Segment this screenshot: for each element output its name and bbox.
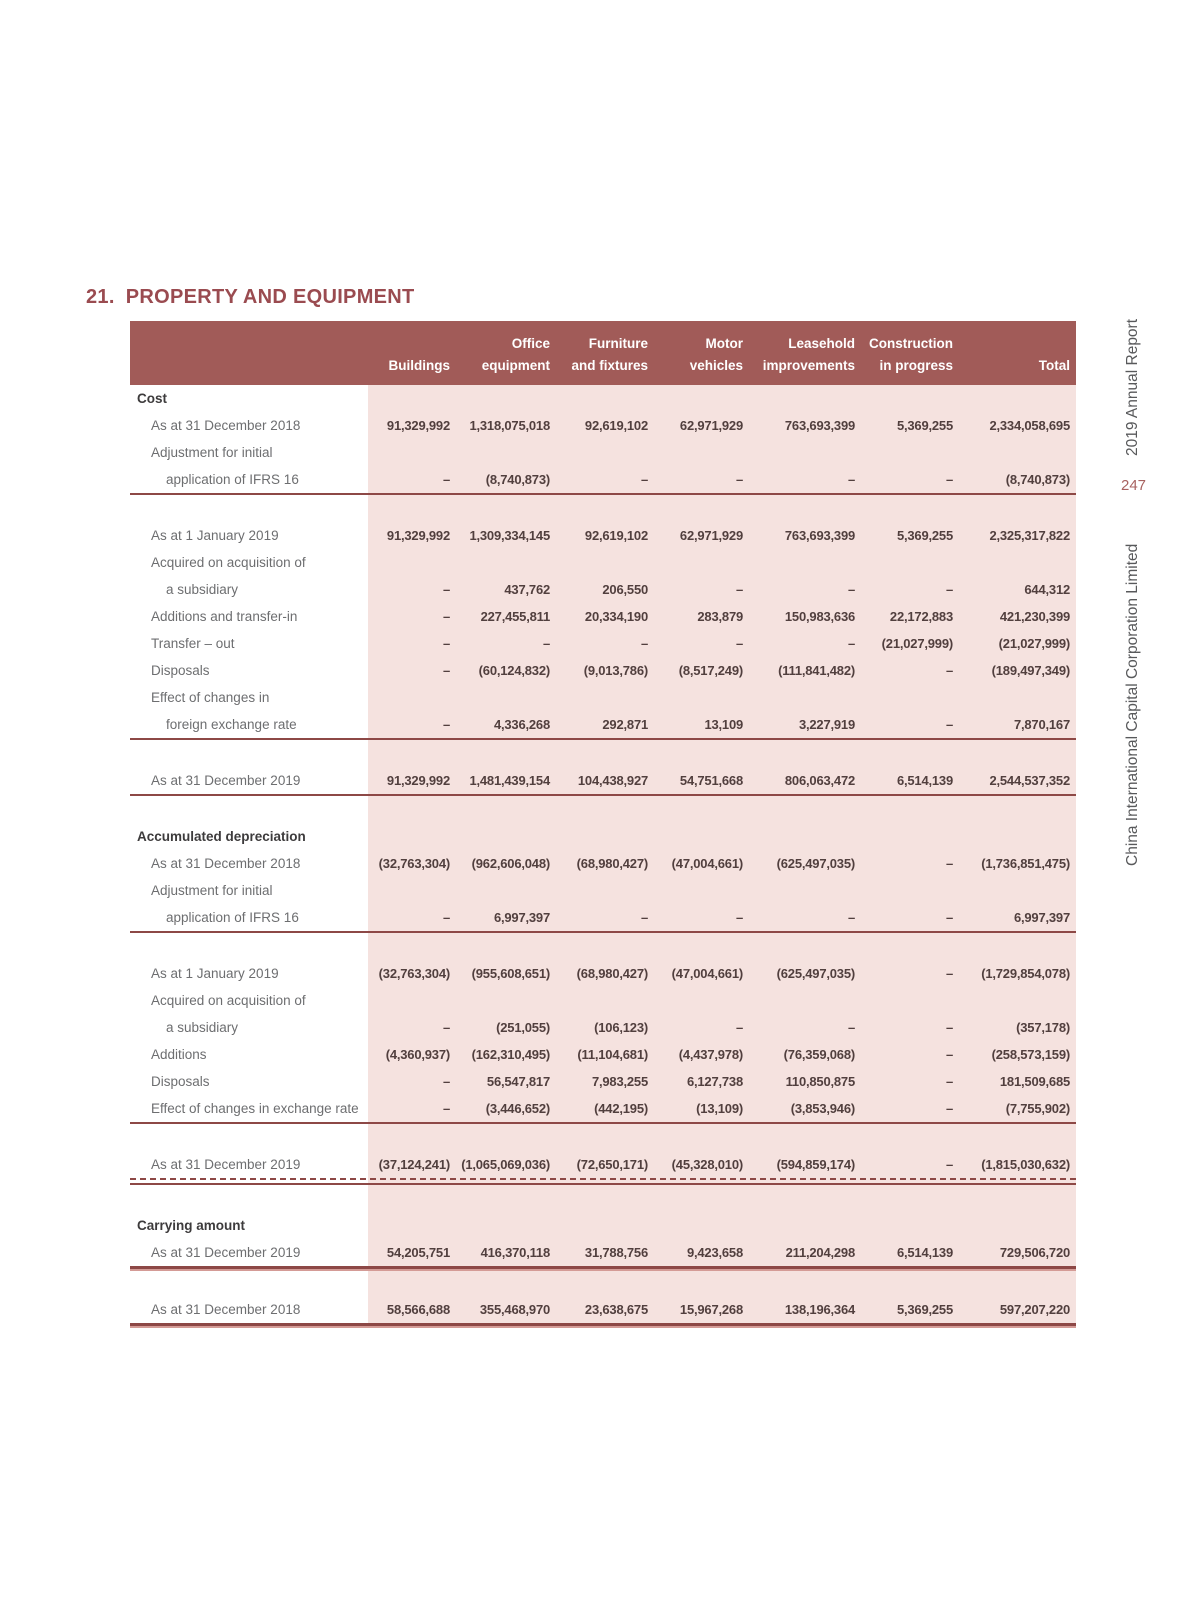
value-cell: 437,762 — [504, 582, 550, 597]
section-title-text: PROPERTY AND EQUIPMENT — [125, 286, 415, 308]
value-cell: (3,446,652) — [485, 1101, 550, 1116]
value-cell: – — [735, 910, 743, 925]
header-line1: Leasehold — [788, 336, 855, 351]
value-cell — [556, 439, 654, 466]
value-cell: (962,606,048) — [471, 856, 550, 871]
property-equipment-table-wrap — [130, 321, 1076, 1326]
value-cell: – — [945, 472, 953, 487]
value-cell — [556, 823, 654, 850]
spacer-row — [130, 740, 1076, 767]
header-line2: Buildings — [388, 358, 450, 373]
value-cell — [456, 549, 556, 576]
value-cell — [749, 877, 861, 904]
row-label: Acquired on acquisition of — [151, 993, 306, 1008]
table-row — [130, 385, 1076, 412]
table-row — [130, 522, 1076, 549]
spacer-row — [130, 933, 1076, 960]
row-label: application of IFRS 16 — [166, 472, 299, 487]
value-cell: (37,124,241) — [378, 1157, 450, 1172]
value-cell — [959, 684, 1076, 711]
header-line2: and fixtures — [571, 358, 648, 373]
value-cell: – — [945, 1047, 953, 1062]
value-cell: 763,693,399 — [784, 528, 855, 543]
value-cell — [861, 684, 959, 711]
value-cell: 13,109 — [704, 717, 743, 732]
value-cell: (4,360,937) — [385, 1047, 450, 1062]
value-cell: 2,325,317,822 — [989, 528, 1070, 543]
value-cell: (47,004,661) — [671, 856, 743, 871]
value-cell: 91,329,992 — [386, 528, 450, 543]
value-cell — [959, 823, 1076, 850]
value-cell: 6,997,397 — [493, 910, 550, 925]
value-cell: 92,619,102 — [584, 418, 648, 433]
value-cell — [456, 877, 556, 904]
value-cell: – — [847, 910, 855, 925]
row-label: Transfer – out — [151, 636, 235, 651]
header-line2: vehicles — [689, 358, 743, 373]
value-cell — [749, 385, 861, 412]
value-cell — [654, 823, 749, 850]
value-cell: 5,369,255 — [896, 1302, 953, 1317]
value-cell — [456, 385, 556, 412]
value-cell: – — [640, 472, 648, 487]
table-row — [130, 439, 1076, 466]
value-cell — [861, 987, 959, 1014]
value-cell: – — [735, 582, 743, 597]
header-cell — [959, 321, 1076, 385]
value-cell: – — [945, 1020, 953, 1035]
table-row — [130, 466, 1076, 493]
row-label: As at 31 December 2018 — [151, 856, 301, 871]
table-row — [130, 684, 1076, 711]
value-cell — [749, 439, 861, 466]
value-cell: – — [442, 910, 450, 925]
value-cell — [749, 1212, 861, 1239]
value-cell: 763,693,399 — [784, 418, 855, 433]
value-cell: – — [945, 910, 953, 925]
row-label: application of IFRS 16 — [166, 910, 299, 925]
value-cell: 292,871 — [602, 717, 648, 732]
row-label: As at 1 January 2019 — [151, 528, 279, 543]
value-cell: – — [945, 1157, 953, 1172]
value-cell — [368, 439, 456, 466]
spacer-row — [130, 1185, 1076, 1212]
value-cell: 5,369,255 — [896, 528, 953, 543]
value-cell: 62,971,929 — [679, 528, 743, 543]
value-cell: 92,619,102 — [584, 528, 648, 543]
row-label: Acquired on acquisition of — [151, 555, 306, 570]
table-row — [130, 823, 1076, 850]
value-cell — [368, 823, 456, 850]
spacer-row — [130, 1124, 1076, 1151]
row-label: Disposals — [151, 1074, 210, 1089]
table-row — [130, 987, 1076, 1014]
spacer-row — [130, 1269, 1076, 1296]
rule-dashed — [130, 1178, 1076, 1185]
header-line1: Office — [511, 336, 550, 351]
value-cell: (1,729,854,078) — [981, 966, 1070, 981]
value-cell: 31,788,756 — [584, 1245, 648, 1260]
value-cell: – — [945, 1101, 953, 1116]
header-line2: equipment — [481, 358, 550, 373]
value-cell: 6,127,738 — [686, 1074, 743, 1089]
value-cell: – — [945, 966, 953, 981]
value-cell: – — [442, 582, 450, 597]
value-cell: (72,650,171) — [576, 1157, 648, 1172]
value-cell: – — [542, 636, 550, 651]
section-number: 21. — [86, 286, 115, 308]
value-cell: 150,983,636 — [784, 609, 855, 624]
value-cell: 1,318,075,018 — [469, 418, 550, 433]
value-cell: 54,751,668 — [679, 773, 743, 788]
value-cell: (76,359,068) — [783, 1047, 855, 1062]
table-row — [130, 576, 1076, 603]
value-cell: 104,438,927 — [577, 773, 648, 788]
row-label: foreign exchange rate — [166, 717, 297, 732]
row-label: As at 1 January 2019 — [151, 966, 279, 981]
table-row — [130, 657, 1076, 684]
table-row — [130, 1068, 1076, 1095]
value-cell: – — [442, 1074, 450, 1089]
table-row — [130, 549, 1076, 576]
value-cell: (8,740,873) — [485, 472, 550, 487]
table-row — [130, 1151, 1076, 1178]
value-cell — [861, 549, 959, 576]
value-cell — [456, 987, 556, 1014]
value-cell: – — [847, 1020, 855, 1035]
value-cell: 6,514,139 — [896, 1245, 953, 1260]
value-cell: – — [945, 663, 953, 678]
value-cell — [556, 877, 654, 904]
value-cell — [861, 1212, 959, 1239]
value-cell — [456, 684, 556, 711]
value-cell: (60,124,832) — [478, 663, 550, 678]
value-cell: (21,027,999) — [998, 636, 1070, 651]
value-cell: 283,879 — [697, 609, 743, 624]
value-cell: – — [735, 472, 743, 487]
value-cell: 91,329,992 — [386, 418, 450, 433]
value-cell: – — [442, 1101, 450, 1116]
value-cell: (625,497,035) — [776, 856, 855, 871]
header-cell — [861, 321, 959, 385]
value-cell — [654, 439, 749, 466]
row-label: Effect of changes in exchange rate — [151, 1101, 359, 1116]
row-label: Additions and transfer-in — [151, 609, 298, 624]
header-cell — [456, 321, 556, 385]
value-cell: 58,566,688 — [386, 1302, 450, 1317]
value-cell — [368, 385, 456, 412]
value-cell — [861, 439, 959, 466]
table-row — [130, 1095, 1076, 1122]
table-row — [130, 877, 1076, 904]
value-cell: 22,172,883 — [889, 609, 953, 624]
value-cell — [959, 877, 1076, 904]
row-label: As at 31 December 2019 — [151, 1245, 301, 1260]
table-header — [130, 321, 1076, 385]
value-cell — [556, 987, 654, 1014]
header-line2: improvements — [762, 358, 855, 373]
value-cell: – — [945, 1074, 953, 1089]
value-cell: 23,638,675 — [584, 1302, 648, 1317]
value-cell: (258,573,159) — [991, 1047, 1070, 1062]
value-cell: – — [945, 717, 953, 732]
value-cell: – — [735, 1020, 743, 1035]
value-cell — [368, 877, 456, 904]
value-cell: 181,509,685 — [999, 1074, 1070, 1089]
section-title — [86, 286, 415, 309]
row-label: Adjustment for initial — [151, 883, 273, 898]
value-cell — [556, 385, 654, 412]
value-cell: 2,544,537,352 — [989, 773, 1070, 788]
value-cell: 3,227,919 — [798, 717, 855, 732]
table-row — [130, 1041, 1076, 1068]
value-cell: – — [945, 582, 953, 597]
value-cell: – — [442, 636, 450, 651]
value-cell — [654, 987, 749, 1014]
sidebar-report-title: 2019 Annual Report — [1124, 318, 1141, 456]
value-cell — [959, 385, 1076, 412]
row-label: Carrying amount — [137, 1218, 246, 1233]
value-cell: (162,310,495) — [471, 1047, 550, 1062]
rule-row — [130, 1178, 1076, 1185]
value-cell — [959, 1212, 1076, 1239]
value-cell: (111,841,482) — [778, 663, 855, 678]
value-cell: (32,763,304) — [378, 856, 450, 871]
value-cell: (9,013,786) — [583, 663, 648, 678]
value-cell — [861, 877, 959, 904]
value-cell — [368, 684, 456, 711]
row-label: Effect of changes in — [151, 690, 270, 705]
table-row — [130, 1296, 1076, 1323]
value-cell: (955,608,651) — [471, 966, 550, 981]
value-cell: 421,230,399 — [999, 609, 1070, 624]
value-cell: (357,178) — [1016, 1020, 1070, 1035]
value-cell: – — [847, 472, 855, 487]
value-cell: 6,514,139 — [896, 773, 953, 788]
value-cell: (32,763,304) — [378, 966, 450, 981]
value-cell: (625,497,035) — [776, 966, 855, 981]
value-cell: (8,740,873) — [1005, 472, 1070, 487]
value-cell: (251,055) — [496, 1020, 550, 1035]
row-label: As at 31 December 2018 — [151, 418, 301, 433]
value-cell: 138,196,364 — [784, 1302, 855, 1317]
value-cell — [368, 987, 456, 1014]
value-cell: 54,205,751 — [386, 1245, 450, 1260]
value-cell: (106,123) — [594, 1020, 648, 1035]
row-label: Additions — [151, 1047, 207, 1062]
table-row — [130, 1014, 1076, 1041]
value-cell: 9,423,658 — [686, 1245, 743, 1260]
value-cell: (442,195) — [594, 1101, 648, 1116]
table-row — [130, 1239, 1076, 1266]
value-cell: (3,853,946) — [790, 1101, 855, 1116]
value-cell: – — [442, 472, 450, 487]
rule-row — [130, 1323, 1076, 1326]
value-cell: (4,437,978) — [678, 1047, 743, 1062]
table-row — [130, 850, 1076, 877]
value-cell: 5,369,255 — [896, 418, 953, 433]
value-cell — [749, 549, 861, 576]
value-cell — [861, 823, 959, 850]
row-label: a subsidiary — [166, 1020, 239, 1035]
value-cell: (189,497,349) — [991, 663, 1070, 678]
value-cell: (68,980,427) — [576, 966, 648, 981]
value-cell: 15,967,268 — [679, 1302, 743, 1317]
value-cell: – — [847, 636, 855, 651]
header-line1: Construction — [869, 336, 953, 351]
row-label: Disposals — [151, 663, 210, 678]
value-cell: 211,204,298 — [785, 1245, 855, 1260]
value-cell: 7,983,255 — [591, 1074, 648, 1089]
value-cell — [556, 684, 654, 711]
value-cell: 416,370,118 — [480, 1245, 550, 1260]
value-cell: (1,736,851,475) — [981, 856, 1070, 871]
value-cell: (21,027,999) — [881, 636, 953, 651]
row-label: Adjustment for initial — [151, 445, 273, 460]
table-row — [130, 960, 1076, 987]
header-line1: Furniture — [588, 336, 648, 351]
table-row — [130, 1212, 1076, 1239]
row-label: As at 31 December 2019 — [151, 773, 301, 788]
value-cell — [556, 1212, 654, 1239]
value-cell — [368, 1212, 456, 1239]
value-cell: (7,755,902) — [1005, 1101, 1070, 1116]
value-cell: 1,309,334,145 — [469, 528, 550, 543]
sidebar-company-name: China International Capital Corporation Limited — [1124, 543, 1141, 866]
value-cell — [861, 385, 959, 412]
value-cell: (68,980,427) — [576, 856, 648, 871]
table-row — [130, 603, 1076, 630]
rule-double — [130, 1323, 1076, 1326]
table-row — [130, 904, 1076, 931]
row-label: As at 31 December 2018 — [151, 1302, 301, 1317]
row-label: As at 31 December 2019 — [151, 1157, 301, 1172]
row-label: Accumulated depreciation — [137, 829, 306, 844]
value-cell — [456, 1212, 556, 1239]
value-cell: 7,870,167 — [1013, 717, 1070, 732]
value-cell — [556, 549, 654, 576]
value-cell — [959, 439, 1076, 466]
value-cell — [749, 823, 861, 850]
value-cell: – — [735, 636, 743, 651]
value-cell — [654, 684, 749, 711]
table-row — [130, 412, 1076, 439]
table-body — [130, 385, 1076, 1326]
value-cell: (1,815,030,632) — [981, 1157, 1070, 1172]
value-cell: (11,104,681) — [577, 1047, 648, 1062]
row-label: Cost — [137, 391, 167, 406]
value-cell: – — [640, 910, 648, 925]
value-cell — [456, 823, 556, 850]
value-cell: (1,065,069,036) — [461, 1157, 550, 1172]
value-cell: (45,328,010) — [671, 1157, 743, 1172]
value-cell: 62,971,929 — [679, 418, 743, 433]
value-cell: 597,207,220 — [999, 1302, 1070, 1317]
value-cell: 20,334,190 — [584, 609, 648, 624]
header-cell — [368, 321, 456, 385]
table-row — [130, 767, 1076, 794]
property-equipment-table — [130, 321, 1076, 1326]
value-cell — [654, 1212, 749, 1239]
header-cell — [556, 321, 654, 385]
value-cell: 6,997,397 — [1013, 910, 1070, 925]
value-cell: 110,850,875 — [785, 1074, 855, 1089]
value-cell: – — [442, 717, 450, 732]
value-cell: (8,517,249) — [678, 663, 743, 678]
value-cell: 644,312 — [1024, 582, 1070, 597]
value-cell: – — [442, 663, 450, 678]
header-cell — [749, 321, 861, 385]
spacer-row — [130, 796, 1076, 823]
value-cell: 729,506,720 — [999, 1245, 1070, 1260]
value-cell: – — [847, 582, 855, 597]
value-cell: 2,334,058,695 — [989, 418, 1070, 433]
header-line1: Motor — [705, 336, 743, 351]
value-cell — [654, 385, 749, 412]
page-number: 247 — [1121, 477, 1147, 494]
value-cell: (594,859,174) — [776, 1157, 855, 1172]
row-label: a subsidiary — [166, 582, 239, 597]
spacer-row — [130, 495, 1076, 522]
value-cell: 355,468,970 — [479, 1302, 550, 1317]
value-cell: – — [442, 609, 450, 624]
value-cell: – — [945, 856, 953, 871]
value-cell: (47,004,661) — [671, 966, 743, 981]
header-line2: in progress — [879, 358, 953, 373]
value-cell: 227,455,811 — [480, 609, 550, 624]
value-cell — [654, 877, 749, 904]
value-cell: 4,336,268 — [493, 717, 550, 732]
value-cell — [749, 684, 861, 711]
table-row — [130, 630, 1076, 657]
table-row — [130, 711, 1076, 738]
value-cell: 206,550 — [602, 582, 648, 597]
value-cell: 91,329,992 — [386, 773, 450, 788]
value-cell — [959, 987, 1076, 1014]
value-cell — [654, 549, 749, 576]
header-line2: Total — [1038, 358, 1070, 373]
value-cell — [749, 987, 861, 1014]
value-cell: – — [640, 636, 648, 651]
value-cell: – — [442, 1020, 450, 1035]
value-cell: 56,547,817 — [486, 1074, 550, 1089]
header-cell-empty — [130, 321, 368, 385]
value-cell — [959, 549, 1076, 576]
header-row — [130, 321, 1076, 385]
value-cell — [368, 549, 456, 576]
value-cell: 1,481,439,154 — [469, 773, 550, 788]
value-cell: (13,109) — [696, 1101, 743, 1116]
header-cell — [654, 321, 749, 385]
value-cell — [456, 439, 556, 466]
value-cell: 806,063,472 — [784, 773, 855, 788]
